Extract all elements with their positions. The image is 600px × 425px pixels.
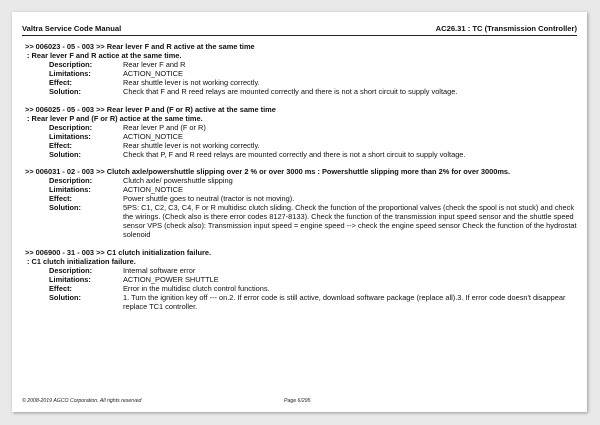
field-value: Error in the multidisc clutch control functions. bbox=[123, 283, 270, 293]
field-row bbox=[25, 176, 577, 185]
field-value: Rear shuttle lever is not working correctly. bbox=[123, 78, 260, 87]
field-row bbox=[25, 132, 577, 141]
fault-code-subtitle: : Rear lever F and R actice at the same time. bbox=[27, 51, 182, 60]
field-label: Description: bbox=[49, 176, 93, 185]
fault-code-entry bbox=[25, 105, 577, 159]
field-row bbox=[25, 203, 577, 239]
fault-code-title: >> 006023 - 05 - 003 >> Rear lever F and R active at the same time bbox=[25, 42, 255, 51]
fault-code-entry bbox=[25, 167, 577, 239]
field-value: Internal software error bbox=[123, 265, 196, 275]
field-label: Effect: bbox=[49, 283, 72, 293]
fault-code-title: >> 006900 - 31 - 003 >> C1 clutch initialization failure. bbox=[25, 247, 212, 257]
field-label: Description: bbox=[49, 122, 93, 132]
field-label: Description: bbox=[49, 60, 93, 69]
field-value: ACTION_NOTICE bbox=[123, 69, 183, 78]
field-value: Rear lever F and R bbox=[123, 60, 186, 69]
field-label: Solution: bbox=[49, 292, 82, 302]
fault-code-title: >> 006031 - 02 - 003 >> Clutch axle/powershuttle slipping over 2 % or over 3000 ms : Powershuttle slipping more than 2% for over 3000ms. bbox=[25, 167, 511, 176]
field-label: Effect: bbox=[49, 194, 72, 203]
field-label: Solution: bbox=[49, 149, 82, 159]
field-row bbox=[25, 293, 577, 311]
field-value: Power shuttle goes to neutral (tractor is not moving). bbox=[123, 194, 295, 203]
fault-code-list bbox=[25, 42, 577, 319]
page-footer bbox=[22, 398, 577, 404]
field-value: Check that F and R reed relays are mounted correctly and there is not a short circuit to supply voltage. bbox=[123, 87, 458, 96]
field-label: Effect: bbox=[49, 140, 72, 150]
fault-code-entry bbox=[25, 248, 577, 311]
manual-title: Valtra Service Code Manual bbox=[22, 24, 122, 33]
field-value: ACTION_POWER SHUTTLE bbox=[123, 274, 219, 284]
field-value: Clutch axle/ powershuttle slipping bbox=[123, 176, 233, 185]
field-value: ACTION_NOTICE bbox=[123, 185, 183, 194]
field-row bbox=[25, 141, 577, 150]
field-label: Solution: bbox=[49, 87, 82, 96]
field-label: Solution: bbox=[49, 203, 82, 212]
fault-code-subtitle: : C1 clutch initialization failure. bbox=[27, 256, 136, 266]
field-row bbox=[25, 123, 577, 132]
document-page bbox=[12, 12, 587, 412]
header-divider bbox=[22, 35, 577, 36]
field-value: Check that P, F and R reed relays are mounted correctly and there is not a short circuit to supply voltage. bbox=[123, 149, 466, 159]
field-label: Description: bbox=[49, 265, 93, 275]
field-row bbox=[25, 284, 577, 293]
page-header bbox=[22, 24, 577, 33]
field-row bbox=[25, 78, 577, 87]
field-label: Limitations: bbox=[49, 274, 91, 284]
field-value: ACTION_NOTICE bbox=[123, 131, 183, 141]
fault-code-title: >> 006025 - 05 - 003 >> Rear lever P and (F or R) active at the same time bbox=[25, 104, 276, 114]
field-label: Effect: bbox=[49, 78, 72, 87]
field-value: Rear lever P and (F or R) bbox=[123, 122, 206, 132]
page-number: Page 6/295 bbox=[284, 398, 311, 404]
fault-code-subtitle: : Rear lever P and (F or R) actice at the same time. bbox=[27, 113, 203, 123]
field-value: 5PS: C1, C2, C3, C4, F or R multidisc clutch sliding. Check the function of the proportional valves (check the spool is not stuck) and check the wirings. (Check also is there error codes 8127-8133). Check the function of the transmission input speed sensor and the shuttle speed sensor VPS (check also): Transmission input speed = engine speed --> check the engine speed sensor Check the function of the hydrostat solenoid bbox=[123, 203, 577, 239]
field-label: Limitations: bbox=[49, 69, 91, 78]
section-title: AC26.31 : TC (Transmission Controller) bbox=[435, 24, 577, 33]
field-value: Rear shuttle lever is not working correctly. bbox=[123, 140, 260, 150]
field-value: 1. Turn the ignition key off --- on.2. If error code is still active, download software package (replace all).3. If error code doesn't disappear replace TC1 controller. bbox=[123, 292, 566, 311]
copyright-notice: © 2008-2019 AGCO Corporation. All rights reserved bbox=[22, 398, 142, 404]
field-row bbox=[25, 69, 577, 78]
field-label: Limitations: bbox=[49, 131, 91, 141]
field-row bbox=[25, 194, 577, 203]
field-row bbox=[25, 266, 577, 275]
field-row bbox=[25, 60, 577, 69]
field-row bbox=[25, 275, 577, 284]
field-label: Limitations: bbox=[49, 185, 91, 194]
field-row bbox=[25, 87, 577, 96]
field-row bbox=[25, 185, 577, 194]
fault-code-entry bbox=[25, 42, 577, 96]
field-row bbox=[25, 150, 577, 159]
